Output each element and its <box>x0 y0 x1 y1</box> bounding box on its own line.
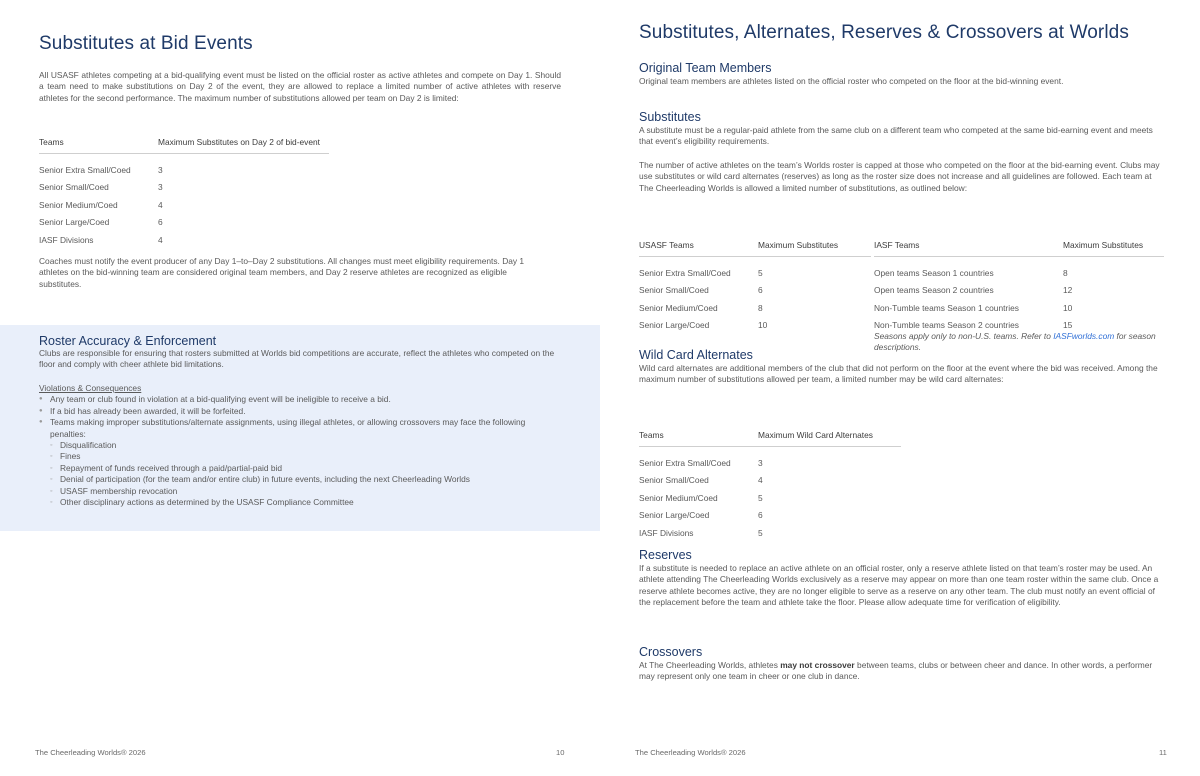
row-team: Non-Tumble teams Season 1 countries <box>874 302 1019 313</box>
col-teams: Teams <box>639 430 758 447</box>
table-row <box>639 472 901 490</box>
row-team: Senior Extra Small/Coed <box>639 457 731 468</box>
table-row <box>39 231 329 249</box>
col-teams: Teams <box>39 137 158 154</box>
row-max: 5 <box>758 528 763 539</box>
row-team: Senior Extra Small/Coed <box>639 267 731 278</box>
table-row <box>639 524 901 542</box>
row-team: IASF Divisions <box>39 235 94 246</box>
usasf-substitutes-table <box>639 240 871 334</box>
wild-card-table <box>639 430 901 542</box>
crossovers-text-end: between teams, clubs or between cheer and dance. In other words, a performer may represent only one team in cheer or one club in dance. <box>639 660 1153 682</box>
original-team-members-title: Original Team Members <box>639 61 772 75</box>
substitutes-title: Substitutes <box>639 110 701 124</box>
table-row <box>639 299 871 317</box>
iasf-substitutes-table <box>874 240 1164 334</box>
list-item: ◦ Other disciplinary actions as determined by the USASF Compliance Committee <box>50 497 561 508</box>
row-team: Senior Medium/Coed <box>639 492 718 503</box>
wild-card-alternates-title: Wild Card Alternates <box>639 348 753 362</box>
row-max: 3 <box>158 164 163 175</box>
list-item: ● If a bid has already been awarded, it will be forfeited. <box>39 406 561 417</box>
row-max: 3 <box>158 182 163 193</box>
table-header-row <box>874 240 1164 257</box>
row-max: 3 <box>758 457 763 468</box>
list-item: ● Any team or club found in violation at a bid-qualifying event will be ineligible to receive a bid. <box>39 394 561 405</box>
table-header-row <box>639 430 901 447</box>
table-row <box>39 179 329 197</box>
row-max: 8 <box>758 302 763 313</box>
row-team: Senior Large/Coed <box>639 320 710 331</box>
table-row <box>874 282 1164 300</box>
table-row <box>39 161 329 179</box>
row-team: Non-Tumble teams Season 2 countries <box>874 320 1019 331</box>
row-team: Senior Medium/Coed <box>39 199 118 210</box>
original-team-members-body: Original team members are athletes listed on the official roster who competed on the floor at the bid-winning event. <box>639 76 1064 86</box>
footer-title: The Cheerleading Worlds® 2026 <box>635 748 746 757</box>
col-max-substitutes: Maximum Substitutes on Day 2 of bid-event <box>158 137 329 154</box>
col-max-substitutes: Maximum Substitutes <box>1063 240 1164 257</box>
substitutes-body-1: A substitute must be a regular-paid athlete from the same club on a different team who competed at the same bid-earning event and meets that event’s eligibility requirements. <box>639 125 1153 147</box>
row-max: 6 <box>758 285 763 296</box>
row-team: Senior Small/Coed <box>639 475 709 486</box>
page-number: 10 <box>556 748 565 757</box>
row-team: IASF Divisions <box>639 528 694 539</box>
row-max: 4 <box>758 475 763 486</box>
violations-list <box>39 394 561 508</box>
page-title-worlds: Substitutes, Alternates, Reserves & Crossovers at Worlds <box>639 22 1129 43</box>
table-row <box>639 282 871 300</box>
table-row <box>639 264 871 282</box>
crossovers-body <box>639 660 1164 683</box>
list-item: ◦ Repayment of funds received through a paid/partial-paid bid <box>50 463 561 474</box>
penalties-intro: Teams making improper substitutions/alternate assignments, using illegal athletes, or allowing crossovers may face the following penalties: <box>50 417 526 439</box>
footer-title: The Cheerleading Worlds® 2026 <box>35 748 146 757</box>
list-item: ◦ USASF membership revocation <box>50 486 561 497</box>
table-row <box>639 317 871 335</box>
intro-paragraph: All USASF athletes competing at a bid-qualifying event must be listed on the official roster as active athletes and compete on Day 1. Should a team need to make substitutions on Day 2 of the event, they are allowed to replace a limited number of active athletes with reserve athletes for the second performance. The maximum number of substitutions allowed per team on Day 2 is limited: <box>39 70 561 103</box>
row-max: 6 <box>158 217 163 228</box>
row-team: Open teams Season 2 countries <box>874 285 994 296</box>
row-max: 10 <box>758 320 768 331</box>
row-team: Senior Large/Coed <box>39 217 110 228</box>
violations-heading: Violations & Consequences <box>39 383 142 393</box>
row-max: 12 <box>1063 285 1073 296</box>
bid-substitutes-table <box>39 137 329 249</box>
reserves-title: Reserves <box>639 548 692 562</box>
row-max: 10 <box>1063 302 1073 313</box>
violations-section <box>39 383 561 508</box>
table-row <box>874 264 1164 282</box>
table-row <box>639 489 901 507</box>
roster-accuracy-title: Roster Accuracy & Enforcement <box>39 334 217 348</box>
row-team: Senior Small/Coed <box>639 285 709 296</box>
row-team: Senior Large/Coed <box>639 510 710 521</box>
row-max: 4 <box>158 235 163 246</box>
row-team: Open teams Season 1 countries <box>874 267 994 278</box>
row-max: 5 <box>758 267 763 278</box>
table-row <box>39 196 329 214</box>
right-page <box>600 0 1200 776</box>
coaches-note: Coaches must notify the event producer of any Day 1–to–Day 2 substitutions. All changes must meet eligibility requirements. Day 1 athletes on the bid-winning team are considered original team members, and Day 2 reserve athletes are recognized as eligible substitutes. <box>39 256 525 289</box>
season-note-text-end: for season descriptions. <box>874 331 1156 353</box>
penalties-list <box>50 440 561 508</box>
table-header-row <box>639 240 871 257</box>
row-team: Senior Small/Coed <box>39 182 109 193</box>
iasf-worlds-link[interactable]: IASFworlds.com <box>1053 331 1115 341</box>
season-note <box>874 331 1166 354</box>
table-header-row <box>39 137 329 154</box>
crossovers-emphasis: may not crossover <box>780 660 855 670</box>
row-team: Senior Extra Small/Coed <box>39 164 131 175</box>
row-max: 6 <box>758 510 763 521</box>
col-max-substitutes: Maximum Substitutes <box>758 240 871 257</box>
row-max: 5 <box>758 492 763 503</box>
roster-accuracy-body: Clubs are responsible for ensuring that rosters submitted at Worlds bid competitions are accurate, reflect the athletes who competed on the floor and comply with cheer athlete bid limitations. <box>39 348 555 370</box>
list-item: ◦ Denial of participation (for the team and/or entire club) in future events, including the next Cheerleading Worlds <box>50 474 561 485</box>
col-max-wild-card: Maximum Wild Card Alternates <box>758 430 901 447</box>
list-item: ◦ Disqualification <box>50 440 561 451</box>
reserves-body: If a substitute is needed to replace an active athlete on an official roster, only a reserve athlete listed on that team’s roster may be used. An athlete attending The Cheerleading Worlds exclusively as a reserve may appear on more than one team roster within the same club. Once a reserve athlete becomes active, they are no longer eligible to serve as a reserve on any other team. The club must notify an event official of the replacement before the team and athlete take the floor. Please allow adequate time for verification of eligibility. <box>639 563 1159 608</box>
table-row <box>639 454 901 472</box>
substitutes-body-2: The number of active athletes on the team’s Worlds roster is capped at those who competed on the floor at the bid-earning event. Clubs may use substitutes or wild card alternates (reserves) as long as the roster size does not increase and all guidelines are followed. Each team at The Cheerleading Worlds is allowed a limited number of substitutions, as outlined below: <box>639 160 1160 193</box>
list-item <box>39 417 561 508</box>
col-iasf-teams: IASF Teams <box>874 240 1063 257</box>
crossovers-title: Crossovers <box>639 645 703 659</box>
season-note-text: Seasons apply only to non-U.S. teams. Refer to <box>874 331 1054 341</box>
table-row <box>639 507 901 525</box>
table-row <box>874 299 1164 317</box>
page-title-substitutes-bid-events: Substitutes at Bid Events <box>39 33 253 54</box>
list-item: ◦ Fines <box>50 451 561 462</box>
row-max: 8 <box>1063 267 1068 278</box>
row-team: Senior Medium/Coed <box>639 302 718 313</box>
col-usasf-teams: USASF Teams <box>639 240 758 257</box>
table-row <box>39 214 329 232</box>
wild-card-alternates-body: Wild card alternates are additional members of the club that did not perform on the floor at the event where the bid was received. Among the maximum number of substitutions allowed per team, a limited number may be wild card alternates: <box>639 363 1158 385</box>
page-number: 11 <box>1159 748 1167 757</box>
row-max: 15 <box>1063 320 1073 331</box>
crossovers-text: At The Cheerleading Worlds, athletes <box>639 660 781 670</box>
row-max: 4 <box>158 199 163 210</box>
